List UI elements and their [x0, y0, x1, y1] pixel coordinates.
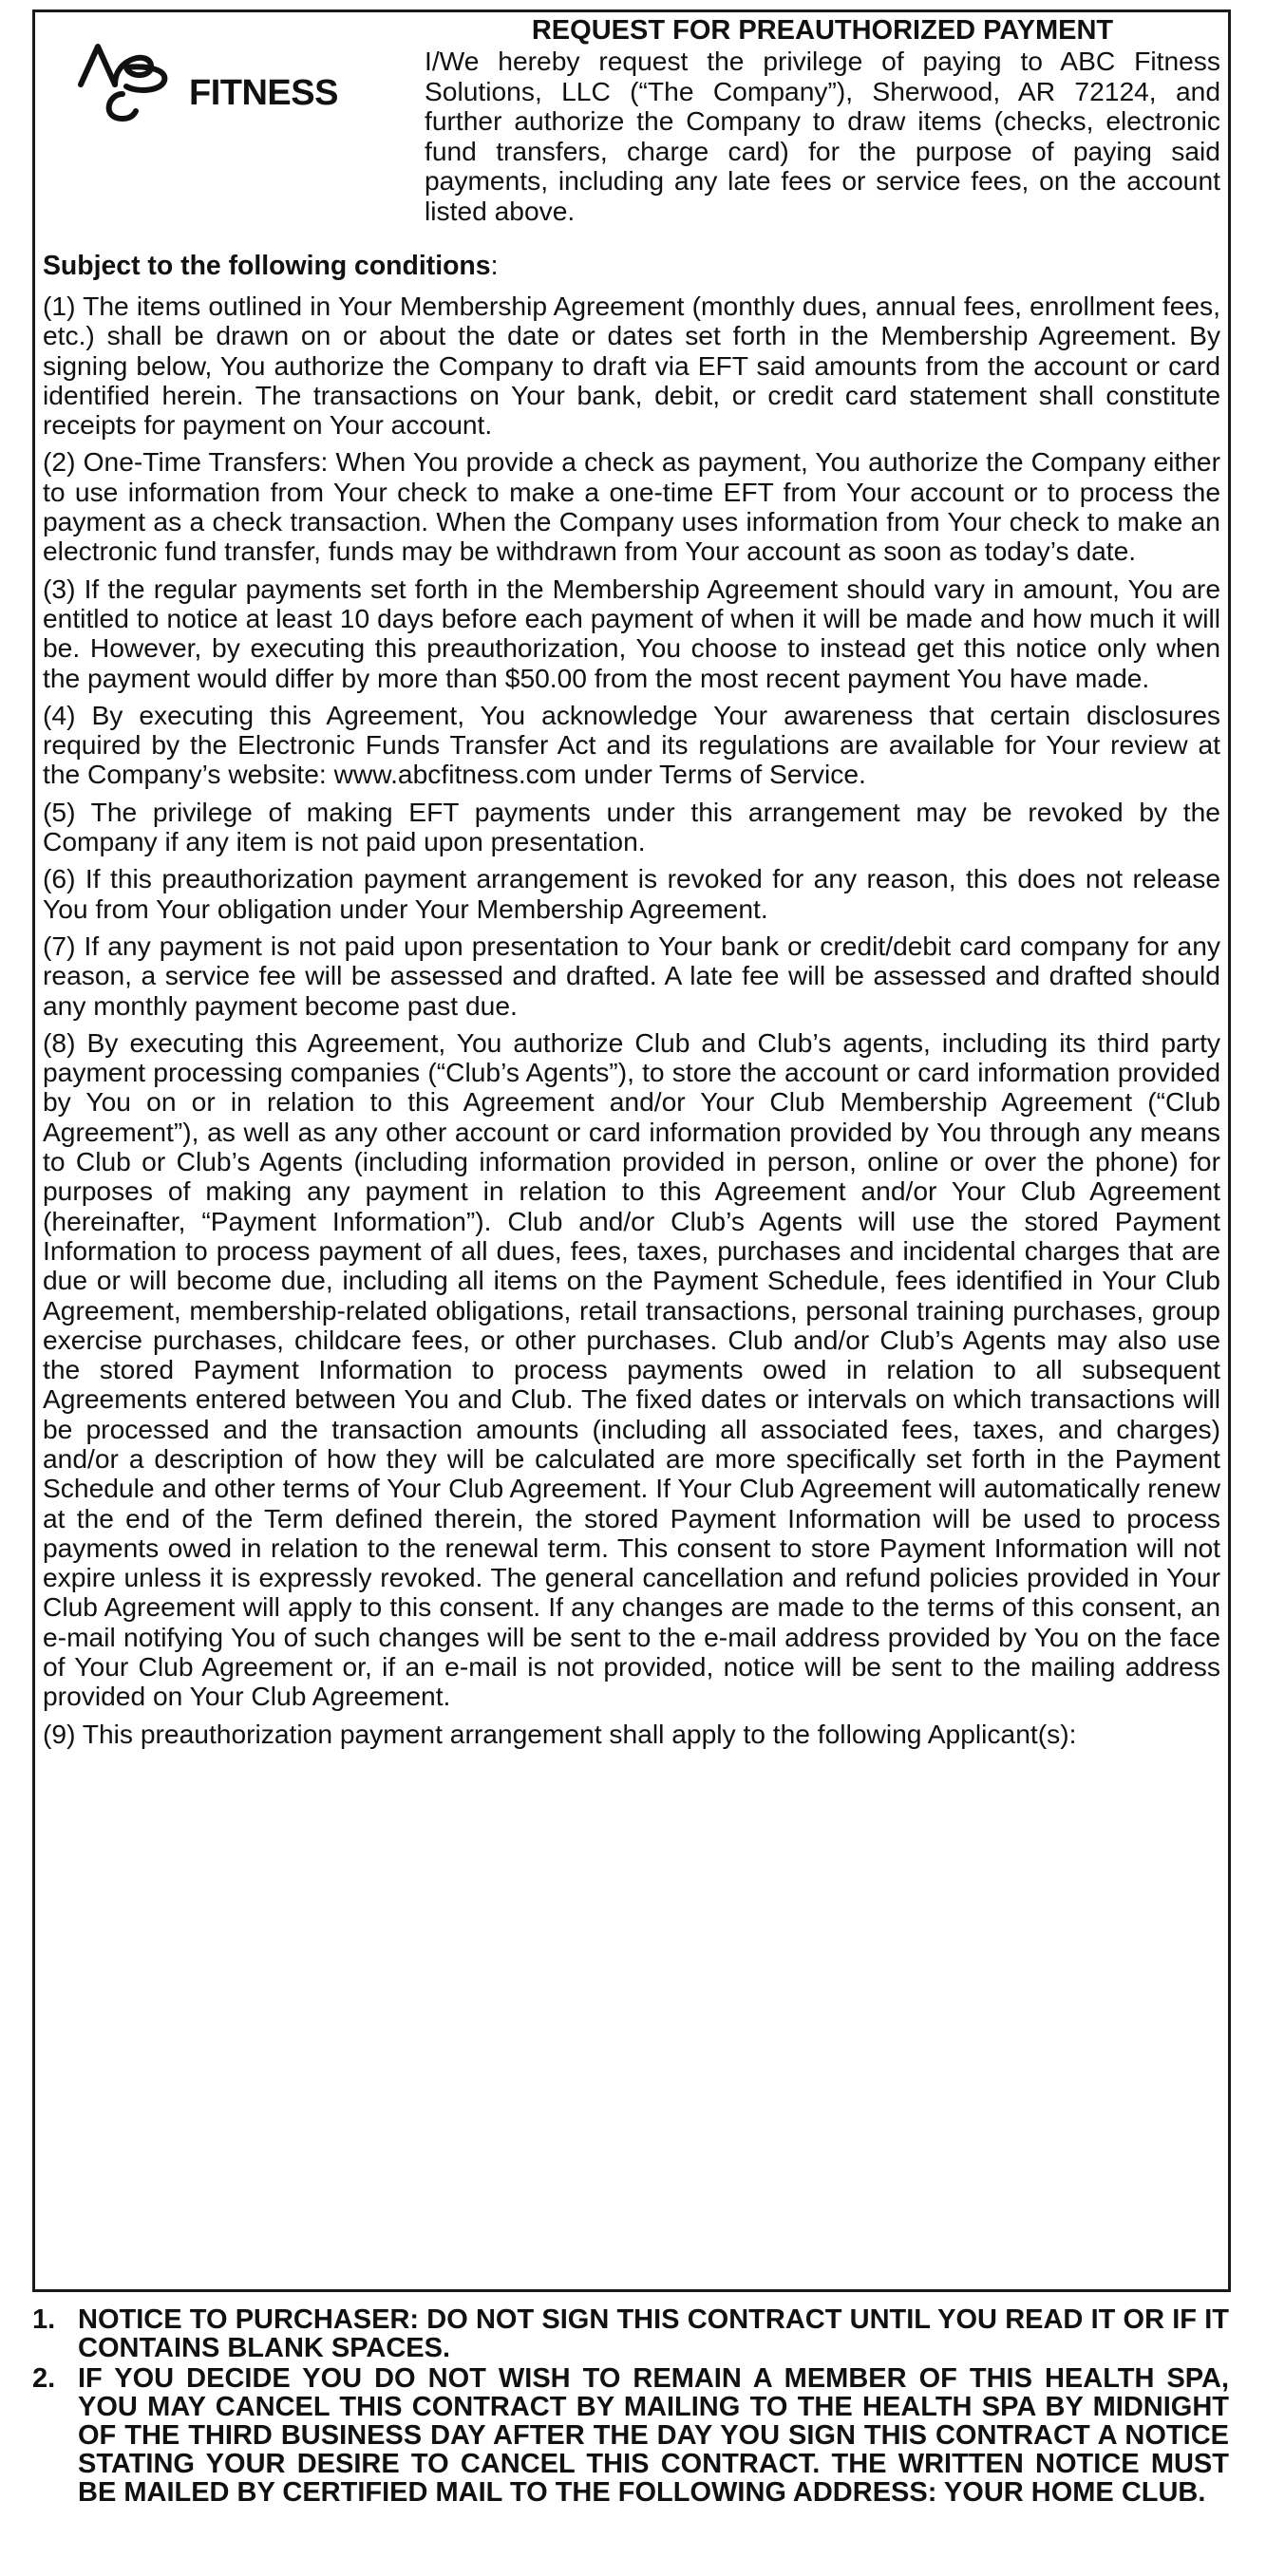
notice-text: NOTICE TO PURCHASER: DO NOT SIGN THIS CONTRACT UNTIL YOU READ IT OR IF IT CONTAINS BLANK SPACES.: [78, 2304, 1229, 2363]
abc-fitness-logo-icon: [73, 39, 182, 124]
purchaser-notices: [32, 2305, 1229, 2509]
condition-item-3: (3) If the regular payments set forth in the Membership Agreement should vary in amount, You are entitled to notice at least 10 days before each payment of when it will be made and how much it will be. However, by executing this preauthorization, You choose to instead get this notice only when the payment would differ by more than $50.00 from the most recent payment You have made.: [43, 573, 1220, 693]
condition-item-5: (5) The privilege of making EFT payments under this arrangement may be revoked by the Company if any item is not paid upon presentation.: [43, 796, 1220, 857]
condition-item-8: (8) By executing this Agreement, You authorize Club and Club’s agents, including its third party payment processing companies (“Club’s Agents”), to store the account or card information provided by You on or in relation to this Agreement and/or Your Club Membership Agreement (“Club Agreement”), as well as any other account or card information provided by You through any means to Club or Club’s Agents (including information provided in person, online or over the phone) for purposes of making any payment in relation to this Agreement and/or Your Club Agreement (hereinafter, “Payment Information”). Club and/or Club’s Agents will use the stored Payment Information to process payment of all dues, fees, taxes, purchases and incidental charges that are due or will become due, including all items on the Payment Schedule, fees identified in Your Club Agreement, membership-related obligations, retail transactions, personal training purchases, group exercise purchases, childcare fees, or other purchases. Club and/or Club’s Agents may also use the stored Payment Information to process payments owed in relation to all subsequent Agreements entered between You and Club. The fixed dates or intervals on which transactions will be processed and the transaction amounts (including all associated fees, taxes, and charges) and/or a description of how they will be calculated are more specifically set forth in the Payment Schedule and other terms of Your Club Agreement. If Your Club Agreement will automatically renew at the end of the Term defined therein, the stored Payment Information will be used to process payments owed in relation to the renewal term. This consent to store Payment Information will not expire unless it is expressly revoked. The general cancellation and refund policies provided in Your Club Agreement will apply to this consent. If any changes are made to the terms of this consent, an e-mail notifying You of such changes will be sent to the e-mail address provided by You on the face of Your Club Agreement or, if an e-mail is not provided, notice will be sent to the mailing address provided on Your Club Agreement.: [43, 1026, 1220, 1712]
condition-item-4: (4) By executing this Agreement, You acknowledge Your awareness that certain disclosures required by the Electronic Funds Transfer Act and its regulations are available for Your review at the Company’s website: www.abcfitness.com under Terms of Service.: [43, 699, 1220, 790]
condition-item-2: (2) One-Time Transfers: When You provide a check as payment, You authorize the Company either to use information from Your check to make a one-time EFT from Your account or to process the payment as a check transaction. When the Company uses information from Your check to make an electronic fund transfer, funds may be withdrawn from Your account as soon as today’s date.: [43, 446, 1220, 567]
form-header: [425, 14, 1220, 226]
notice-number: 1.: [32, 2304, 56, 2335]
preauthorization-form: [32, 9, 1231, 2292]
conditions-section: [43, 250, 1220, 1757]
condition-item-6: (6) If this preauthorization payment arrangement is revoked for any reason, this does not release You from Your obligation under Your Membership Agreement.: [43, 863, 1220, 924]
request-statement: I/We hereby request the privilege of paying to ABC Fitness Solutions, LLC (“The Company”), Sherwood, AR 72124, and further authorize the Company to draw items (checks, electronic fund transfers, charge card) for the purpose of paying said payments, including any late fees or service fees, on the account listed above.: [425, 46, 1220, 226]
notice-item: [32, 2364, 1229, 2507]
form-title: REQUEST FOR PREAUTHORIZED PAYMENT: [531, 15, 1114, 46]
conditions-heading-text: Subject to the following conditions: [43, 251, 491, 281]
conditions-heading: [43, 250, 1220, 282]
condition-item-7: (7) If any payment is not paid upon presentation to Your bank or credit/debit card company for any reason, a service fee will be assessed and drafted. A late fee will be assessed and drafted should any monthly payment become past due.: [43, 930, 1220, 1021]
conditions-heading-colon: :: [490, 251, 499, 281]
condition-item-9: (9) This preauthorization payment arrangement shall apply to the following Applicant(s):: [43, 1718, 1077, 1749]
notice-text: IF YOU DECIDE YOU DO NOT WISH TO REMAIN A MEMBER OF THIS HEALTH SPA, YOU MAY CANCEL THIS CONTRACT BY MAILING TO THE HEALTH SPA BY MIDNIGHT OF THE THIRD BUSINESS DAY AFTER THE DAY YOU SIGN THIS CONTRACT A NOTICE STATING YOUR DESIRE TO CANCEL THIS CONTRACT. THE WRITTEN NOTICE MUST BE MAILED BY CERTIFIED MAIL TO THE FOLLOWING ADDRESS: YOUR HOME CLUB.: [78, 2363, 1229, 2508]
notice-item: [32, 2305, 1229, 2362]
logo-wordmark: FITNESS: [189, 73, 338, 113]
condition-item-1: (1) The items outlined in Your Membership Agreement (monthly dues, annual fees, enrollment fees, etc.) shall be drawn on or about the date or dates set forth in the Membership Agreement. By signing below, You authorize the Company to draft via EFT said amounts from the account or card identified herein. The transactions on Your bank, debit, or credit card statement shall constitute receipts for payment on Your account.: [43, 291, 1220, 441]
company-logo: [73, 39, 425, 124]
notice-number: 2.: [32, 2363, 56, 2394]
